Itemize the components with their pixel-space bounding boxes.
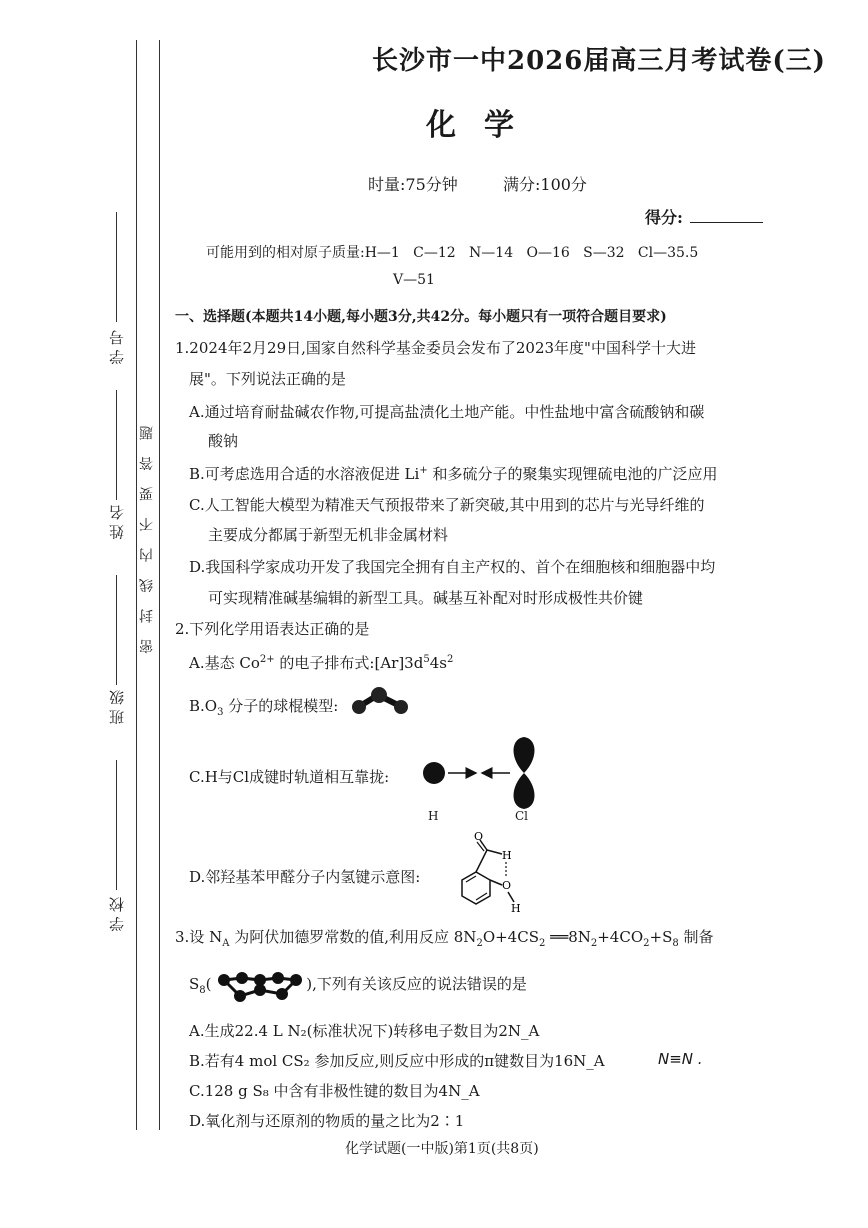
exam-time: 时量:75分钟 [368, 175, 458, 194]
hydrogen-bond-structure [440, 830, 530, 914]
q1-option-c-line1: C.人工智能大模型为精准天气预报带来了新突破,其中用到的芯片与光导纤维的 [189, 496, 705, 514]
q3-option-a: A.生成22.4 L N₂(标准状况下)转移电子数目为2N_A [189, 1022, 540, 1040]
q1-option-b: B.可考虑选用合适的水溶液促进 Li+ 和多硫分子的聚集实现锂硫电池的广泛应用 [189, 465, 718, 483]
q3-stem2-post: ),下列有关该反应的说法错误的是 [306, 975, 527, 993]
svg-text:H: H [502, 849, 512, 862]
q1-option-a-line1: A.通过培育耐盐碱农作物,可提高盐渍化土地产能。中性盐地中富含硫酸钠和碳 [189, 403, 705, 421]
binding-warning: 密 封 线 内 不 要 答 题 [139, 420, 155, 654]
q3-stem-part6: +S [649, 928, 673, 946]
subject-title: 化学 [426, 108, 542, 143]
class-blank[interactable] [116, 575, 117, 685]
q1-option-b-post: 和多硫分子的聚集实现锂硫电池的广泛应用 [427, 465, 718, 483]
q2-option-b: $B.O_3$ 分子的球棍模型: [189, 697, 339, 718]
q3-stem-part2: 为阿伏加德罗常数的值,利用反应 8N [229, 928, 477, 946]
ozone-ball-stick-model [350, 686, 412, 720]
score-label: 得分: [645, 208, 683, 227]
svg-text:O: O [474, 830, 484, 843]
q3-stem-part7: 制备 [678, 928, 714, 946]
q2-option-b-post: 分子的球棍模型: [223, 697, 339, 715]
name-label: 姓 名 [108, 505, 126, 540]
q3-stem-part3: O+4CS [482, 928, 539, 946]
q3-option-d: D.氧化剂与还原剂的物质的量之比为2∶1 [189, 1112, 465, 1130]
q3-handwritten-note: N≡N . [658, 1050, 703, 1068]
student-no-blank[interactable] [116, 212, 117, 322]
orbital-label-h: H [428, 809, 439, 823]
school-blank[interactable] [116, 760, 117, 890]
q2-option-c: C.H与Cl成键时轨道相互靠拢: [189, 768, 390, 786]
q2-option-a-post: 4s [429, 654, 447, 672]
full-score: 满分:100分 [503, 175, 587, 194]
score-field[interactable] [690, 222, 763, 223]
q1-option-d-line2: 可实现精准碱基编辑的新型工具。碱基互补配对时形成极性共价键 [208, 589, 644, 607]
class-label: 班 级 [108, 690, 126, 725]
q1-option-c-line2: 主要成分都属于新型无机非金属材料 [208, 526, 449, 544]
q3-stem-line2: $S_8$( ),下列有关该反应的说法错误的是 [189, 968, 527, 1006]
q3-stem-part1: 3.设 N [175, 928, 223, 946]
q1-option-a-line2: 酸钠 [208, 432, 239, 450]
q3-option-b: B.若有4 mol CS₂ 参加反应,则反应中形成的π键数目为16N_A [189, 1052, 605, 1070]
atomic-masses-line2: V—51 [393, 272, 435, 288]
name-blank[interactable] [116, 390, 117, 500]
q3-stem2-pre: S [189, 975, 200, 993]
q3-stem-part4: ══8N [545, 928, 591, 946]
school-label: 学 校 [108, 897, 126, 932]
student-no-label: 学 号 [108, 330, 126, 365]
q3-stem-part5: +4CO [597, 928, 644, 946]
q2-option-a-mid: 的电子排布式:[Ar]3d [274, 654, 424, 672]
orbital-label-cl: Cl [515, 809, 529, 823]
q2-option-a: A.基态 $Co^{2+}$ 的电子排布式$:[Ar]3d^54s^2$ [189, 654, 454, 672]
q3-stem-line1: 3.设 $N_A$ 为阿伏加德罗常数的值,利用反应 $8N_2O+4CS_2$ $══8N_2+4CO_2+S_8$ 制备 [175, 928, 714, 949]
binding-line-inner [159, 40, 160, 1130]
q2-option-b-pre: B.O [189, 697, 218, 715]
q2-stem: 2.下列化学用语表达正确的是 [175, 620, 370, 638]
s8-crown-structure [216, 968, 306, 1002]
page-footer: 化学试题(一中版)第1页(共8页) [345, 1141, 539, 1157]
q1-option-b-pre: B.可考虑选用合适的水溶液促进 Li [189, 465, 420, 483]
q2-option-a-pre: A.基态 Co [189, 654, 260, 672]
svg-text:H: H [511, 902, 521, 914]
section-heading: 一、选择题(本题共14小题,每小题3分,共42分。每小题只有一项符合题目要求) [175, 309, 667, 325]
q3-option-c: C.128 g S₈ 中含有非极性键的数目为4N_A [189, 1082, 480, 1100]
svg-text:O: O [502, 879, 512, 892]
q1-stem-line1: 1.2024年2月29日,国家自然科学基金委员会发布了2023年度"中国科学十大进 [175, 339, 696, 357]
atomic-masses-line1: 可能用到的相对原子质量:H—1 C—12 N—14 O—16 S—32 Cl—35.5 [206, 245, 699, 261]
orbital-overlap-figure [418, 733, 548, 813]
exam-title: 长沙市一中2026届高三月考试卷(三) [372, 46, 826, 76]
q1-stem-line2: 展"。下列说法正确的是 [189, 370, 346, 388]
q1-option-d-line1: D.我国科学家成功开发了我国完全拥有自主产权的、首个在细胞核和细胞器中均 [189, 558, 716, 576]
q2-option-d: D.邻羟基苯甲醛分子内氢键示意图: [189, 868, 421, 886]
